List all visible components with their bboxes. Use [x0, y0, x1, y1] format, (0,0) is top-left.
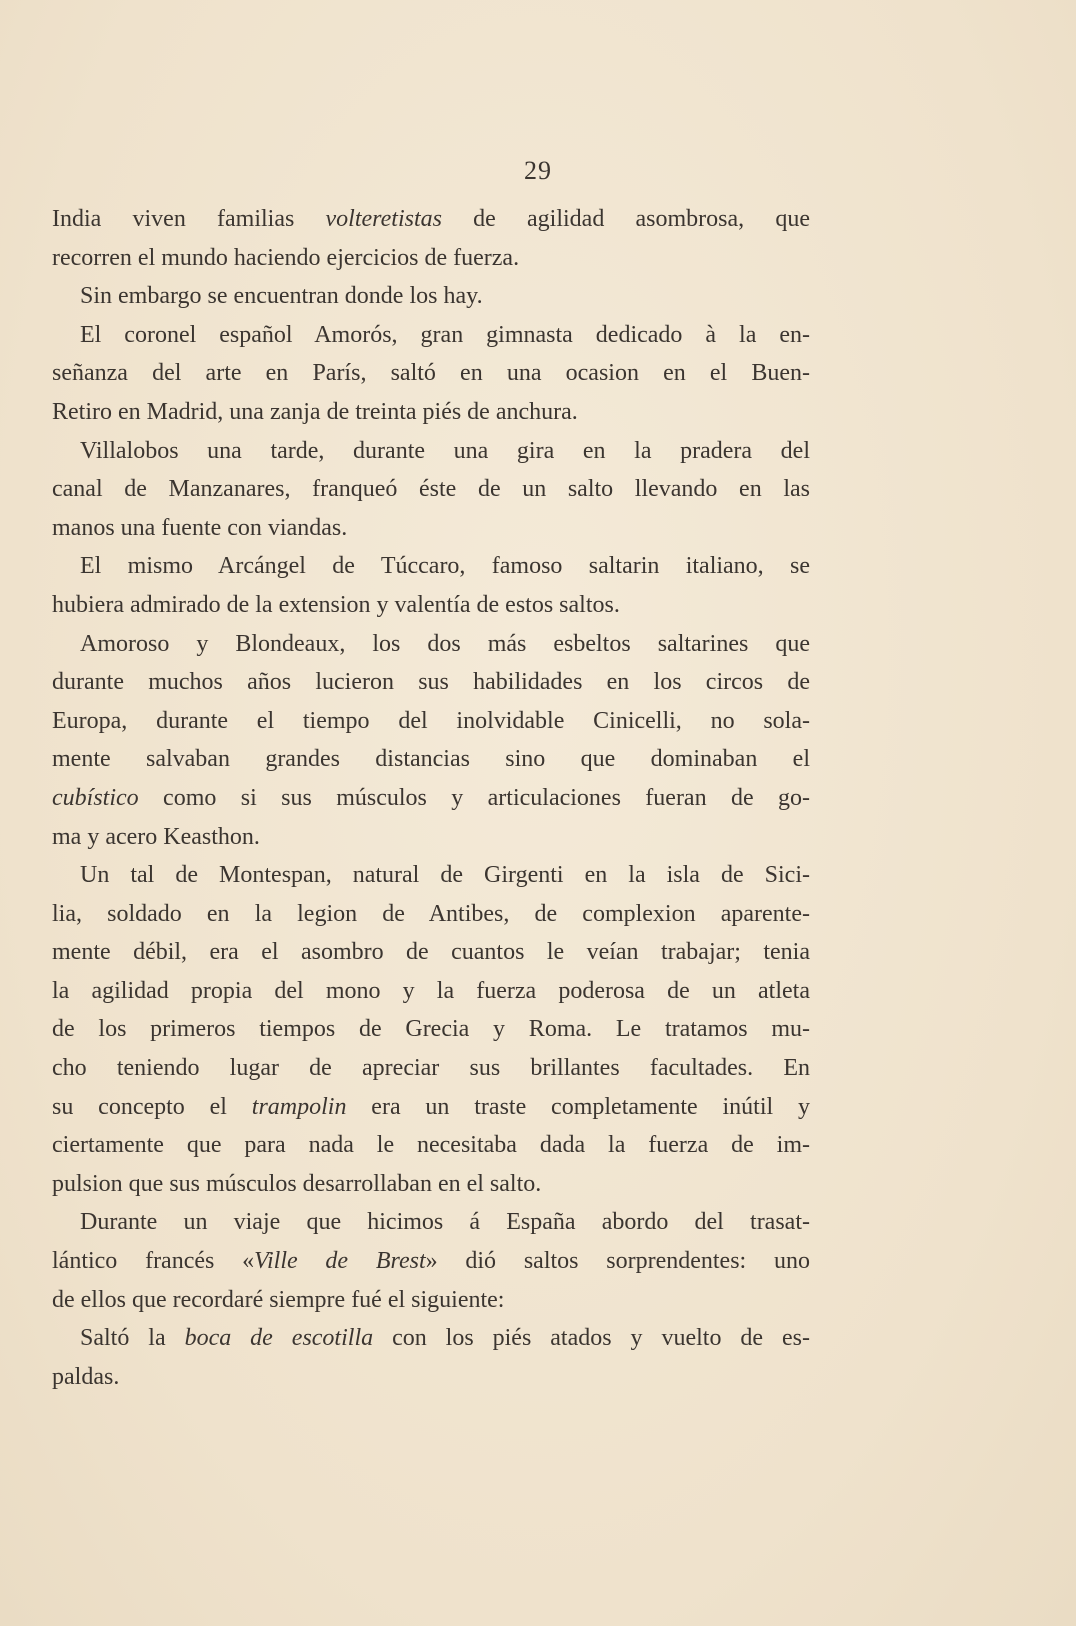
text-segment: de los primeros tiempos de Grecia y Roma. Le tratamos mu- [52, 1016, 810, 1043]
text-segment: hubiera admirado de la extension y valentía de estos saltos. [52, 591, 620, 618]
text-line [52, 1126, 810, 1165]
text-line [52, 200, 810, 239]
text-segment: Amoroso y Blondeaux, los dos más esbeltos saltarines que [80, 630, 810, 657]
text-line [52, 547, 810, 586]
text-line [52, 972, 810, 1011]
text-line [52, 663, 810, 702]
text-line [52, 702, 810, 741]
text-segment: El mismo Arcángel de Túccaro, famoso saltarin italiano, se [80, 553, 810, 580]
text-line [52, 432, 810, 471]
text-segment: canal de Manzanares, franqueó éste de un salto llevando en las [52, 476, 810, 503]
text-segment: Un tal de Montespan, natural de Girgenti en la isla de Sici- [80, 862, 810, 889]
italic-text: cubístico [52, 784, 139, 811]
text-segment: su concepto el [52, 1093, 252, 1120]
italic-text: Ville de Brest [254, 1248, 426, 1275]
text-segment: paldas. [52, 1363, 120, 1390]
text-line [52, 1319, 810, 1358]
text-line [52, 1165, 810, 1204]
text-line [52, 354, 810, 393]
text-line [52, 1049, 810, 1088]
text-segment: lia, soldado en la legion de Antibes, de complexion aparente- [52, 900, 810, 927]
text-line [52, 1203, 810, 1242]
text-line [52, 895, 810, 934]
text-line [52, 277, 810, 316]
text-line [52, 239, 810, 278]
text-segment: manos una fuente con viandas. [52, 514, 348, 541]
text-segment: de ellos que recordaré siempre fué el siguiente: [52, 1286, 505, 1313]
text-segment: El coronel español Amorós, gran gimnasta dedicado à la en- [80, 321, 810, 348]
text-line [52, 316, 810, 355]
text-segment: Saltó la [80, 1325, 185, 1352]
italic-text: trampolin [251, 1093, 347, 1120]
text-line [52, 625, 810, 664]
text-segment: cho teniendo lugar de apreciar sus brillantes facultades. En [52, 1055, 810, 1082]
text-segment: Villalobos una tarde, durante una gira en la pradera del [80, 437, 810, 464]
text-segment: como si sus músculos y articulaciones fueran de go- [138, 784, 810, 811]
text-segment: ciertamente que para nada le necesitaba dada la fuerza de im- [52, 1132, 810, 1159]
text-segment: de agilidad asombrosa, que [441, 206, 810, 232]
body-text [52, 200, 810, 1396]
text-line [52, 933, 810, 972]
text-segment: ma y acero Keasthon. [52, 823, 260, 850]
text-line [52, 1281, 810, 1320]
text-line [52, 586, 810, 625]
text-segment: India viven familias [52, 206, 326, 232]
text-segment: pulsion que sus músculos desarrollaban en el salto. [52, 1170, 542, 1197]
text-line [52, 393, 810, 432]
text-line [52, 1010, 810, 1049]
text-segment: mente salvaban grandes distancias sino que dominaban el [52, 746, 810, 773]
text-line [52, 1358, 810, 1397]
text-segment: » dió saltos sorprendentes: uno [425, 1248, 810, 1275]
text-line [52, 1088, 810, 1127]
text-segment: la agilidad propia del mono y la fuerza poderosa de un atleta [52, 977, 810, 1004]
italic-text: volteretistas [325, 206, 442, 232]
text-segment: durante muchos años lucieron sus habilidades en los circos de [52, 669, 810, 696]
text-segment: con los piés atados y vuelto de es- [373, 1325, 810, 1352]
italic-text: boca de escotilla [184, 1325, 374, 1352]
text-line [52, 856, 810, 895]
text-segment: lántico francés « [52, 1248, 255, 1275]
text-line [52, 779, 810, 818]
text-segment: era un traste completamente inútil y [346, 1093, 810, 1120]
text-line [52, 509, 810, 548]
text-segment: Durante un viaje que hicimos á España abordo del trasat- [80, 1209, 810, 1236]
text-segment: Sin embargo se encuentran donde los hay. [80, 283, 483, 310]
text-line [52, 818, 810, 857]
text-segment: Europa, durante el tiempo del inolvidable Cinicelli, no sola- [52, 707, 810, 734]
text-line [52, 470, 810, 509]
text-segment: mente débil, era el asombro de cuantos le veían trabajar; tenia [52, 939, 810, 966]
text-line [52, 1242, 810, 1281]
page-number: 29 [524, 156, 552, 185]
text-segment: recorren el mundo haciendo ejercicios de fuerza. [52, 244, 520, 271]
text-segment: señanza del arte en París, saltó en una ocasion en el Buen- [52, 360, 810, 387]
text-line [52, 740, 810, 779]
text-segment: Retiro en Madrid, una zanja de treinta piés de anchura. [52, 398, 578, 425]
